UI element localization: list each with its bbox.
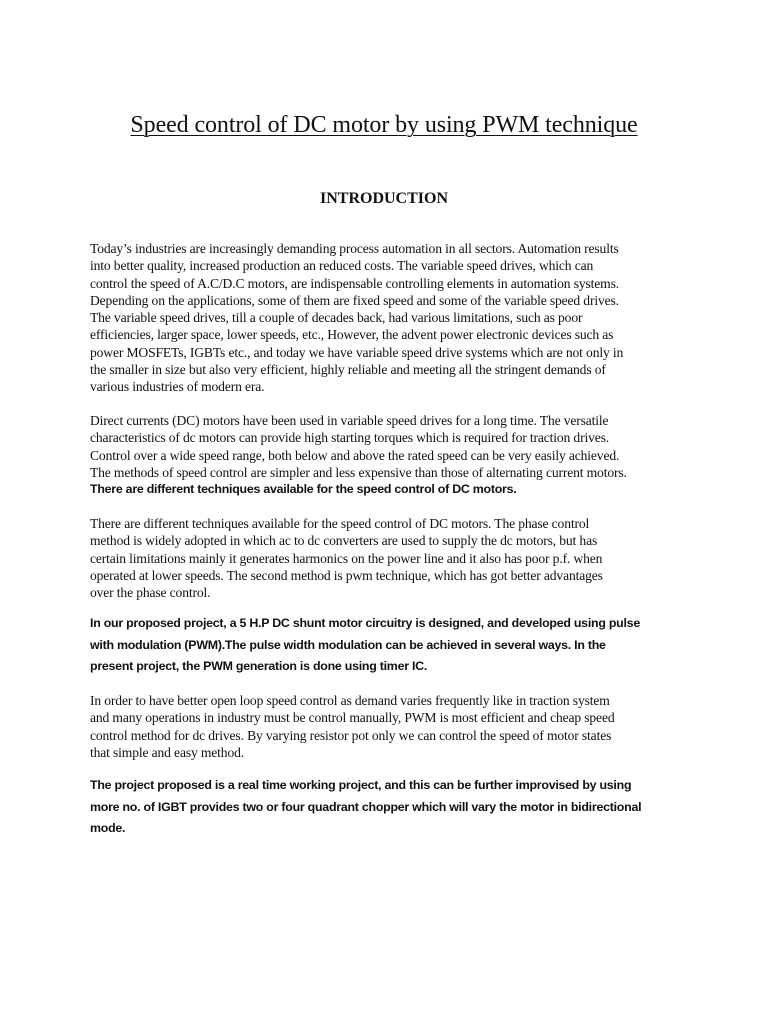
paragraph-line: In our proposed project, a 5 H.P DC shunt motor circuitry is designed, and developed using pulse [90,616,640,630]
paragraph-line: characteristics of dc motors can provide high starting torques which is required for traction drives. [90,430,609,446]
paragraph-line: certain limitations mainly it generates harmonics on the power line and it also has poor p.f. when [90,550,603,566]
paragraph-line-bold: There are different techniques available for the speed control of DC motors. [90,482,517,497]
paragraph-line: the smaller in size but also very efficient, highly reliable and meeting all the stringent demands of [90,362,606,378]
paragraph-dc-motors [90,412,690,498]
paragraph-line: and many operations in industry must be control manually, PWM is most efficient and cheap speed [90,710,615,726]
paragraph-line: control method for dc drives. By varying resistor pot only we can control the speed of motor states [90,727,612,743]
paragraph-line: method is widely adopted in which ac to dc converters are used to supply the dc motors, but has [90,533,598,549]
paragraph-line: control the speed of A.C/D.C motors, are indispensable controlling elements in automation systems. [90,275,619,291]
paragraph-line: with modulation (PWM).The pulse width modulation can be achieved in several ways. In the [90,637,606,652]
paragraph-open-loop [90,692,690,761]
paragraph-line: The project proposed is a real time working project, and this can be further improvised by using [90,778,632,792]
paragraph-line: into better quality, increased production an reduced costs. The variable speed drives, which can [90,258,594,274]
paragraph-line: efficiencies, larger space, lower speeds, etc., However, the advent power electronic devices such as [90,327,614,343]
paragraph-proposed-project [90,613,690,678]
paragraph-techniques [90,515,690,601]
paragraph-line: The variable speed drives, till a couple of decades back, had various limitations, such as poor [90,310,583,326]
paragraph-line: that simple and easy method. [90,744,244,760]
paragraph-line: power MOSFETs, IGBTs etc., and today we have variable speed drive systems which are not only in [90,344,624,360]
paragraph-line: more no. of IGBT provides two or four quadrant chopper which will vary the motor in bidirectional [90,799,642,814]
section-heading: INTRODUCTION [319,190,448,207]
paragraph-line: mode. [90,821,126,835]
paragraph-line: over the phase control. [90,585,211,601]
paragraph-line: Control over a wide speed range, both below and above the rated speed can be very easily achieved. [90,447,620,463]
paragraph-line: various industries of modern era. [90,379,265,395]
paragraph-line: Direct currents (DC) motors have been used in variable speed drives for a long time. The versatile [90,413,609,428]
paragraph-real-time [90,775,690,840]
paragraph-line: The methods of speed control are simpler and less expensive than those of alternating current motors. [90,464,627,480]
paragraph-intro [90,240,690,396]
paragraph-line: There are different techniques available for the speed control of DC motors. The phase control [90,516,590,531]
paragraph-line: Depending on the applications, some of them are fixed speed and some of the variable speed drives. [90,292,619,308]
paragraph-line: In order to have better open loop speed control as demand varies frequently like in traction system [90,693,610,708]
document-title: Speed control of DC motor by using PWM technique [130,112,638,138]
paragraph-line: operated at lower speeds. The second method is pwm technique, which has got better advantages [90,567,603,583]
paragraph-line: present project, the PWM generation is done using timer IC. [90,659,428,673]
paragraph-line: Today’s industries are increasingly demanding process automation in all sectors. Automation results [90,241,619,256]
